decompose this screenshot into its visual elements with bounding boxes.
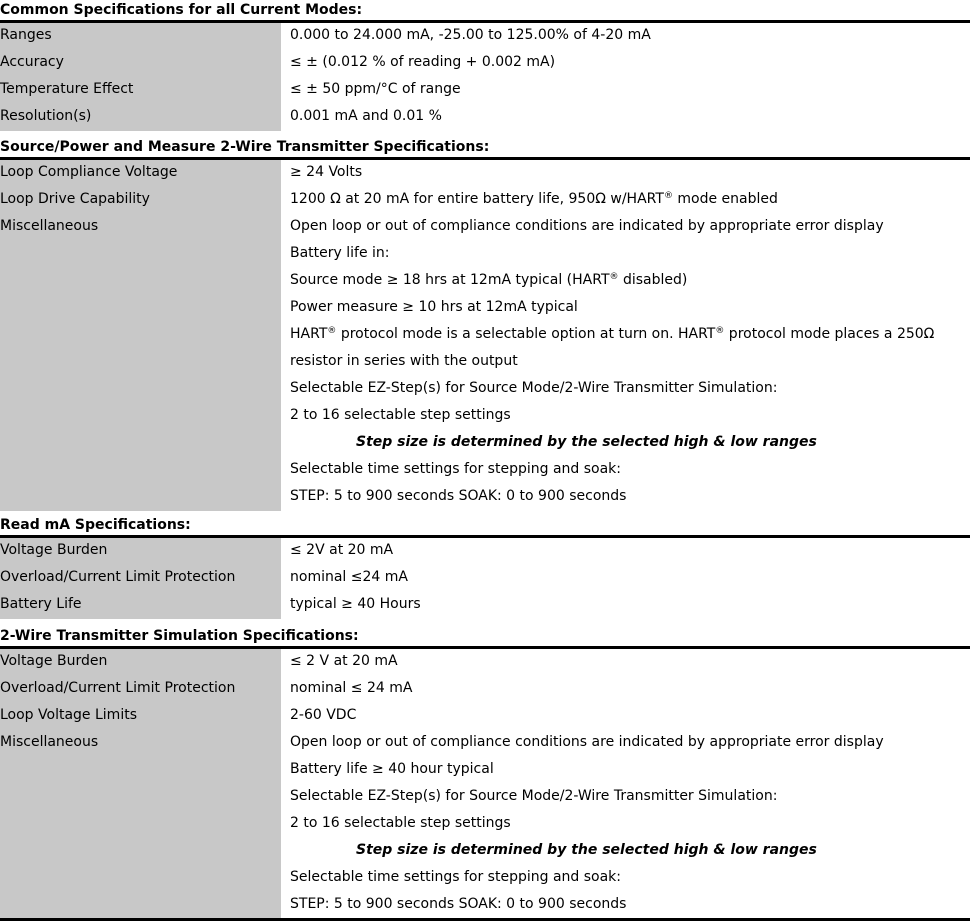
spec-label: Loop Compliance Voltage [0, 164, 178, 180]
spec-value: ≥ 24 Volts [290, 164, 363, 180]
spec-value: resistor in series with the output [290, 353, 518, 369]
spec-value: typical ≥ 40 Hours [290, 596, 421, 612]
spec-value: Open loop or out of compliance conditions are indicated by appropriate error display [290, 218, 884, 234]
spec-label: Ranges [0, 27, 52, 43]
spec-value: Selectable EZ-Step(s) for Source Mode/2-Wire Transmitter Simulation: [290, 788, 778, 804]
spec-value: ≤ ± (0.012 % of reading + 0.002 mA) [290, 54, 556, 70]
spec-value: Selectable time settings for stepping and soak: [290, 461, 621, 477]
spec-value: 0.000 to 24.000 mA, -25.00 to 125.00% of 4-20 mA [290, 27, 651, 43]
section-title: Common Specifications for all Current Modes: [0, 2, 363, 18]
spec-label: Loop Drive Capability [0, 191, 150, 207]
spec-label: Accuracy [0, 54, 64, 70]
spec-note: Step size is determined by the selected high & low ranges [356, 434, 817, 450]
spec-value: ≤ ± 50 ppm/°C of range [290, 81, 461, 97]
spec-value: ≤ 2V at 20 mA [290, 542, 394, 558]
spec-value: Battery life ≥ 40 hour typical [290, 761, 494, 777]
spec-value: nominal ≤ 24 mA [290, 680, 413, 696]
spec-value: Source mode ≥ 18 hrs at 12mA typical (HART® disabled) [290, 272, 688, 288]
section-title: Read mA Specifications: [0, 517, 191, 533]
spec-label: Voltage Burden [0, 542, 108, 558]
section-title: Source/Power and Measure 2-Wire Transmitter Specifications: [0, 139, 490, 155]
section-table [0, 649, 970, 919]
spec-value: 1200 Ω at 20 mA for entire battery life, 950Ω w/HART® mode enabled [290, 191, 778, 207]
spec-value: 2-60 VDC [290, 707, 357, 723]
spec-value: Power measure ≥ 10 hrs at 12mA typical [290, 299, 578, 315]
spec-label: Resolution(s) [0, 108, 92, 124]
spec-value: Selectable EZ-Step(s) for Source Mode/2-Wire Transmitter Simulation: [290, 380, 778, 396]
spec-value: 0.001 mA and 0.01 % [290, 108, 442, 124]
bottom-divider [0, 918, 970, 921]
spec-value: HART® protocol mode is a selectable option at turn on. HART® protocol mode places a 250Ω [290, 326, 935, 342]
spec-label: Overload/Current Limit Protection [0, 680, 236, 696]
spec-label: Voltage Burden [0, 653, 108, 669]
spec-value: STEP: 5 to 900 seconds SOAK: 0 to 900 seconds [290, 896, 627, 912]
spec-value: Battery life in: [290, 245, 390, 261]
spec-value: 2 to 16 selectable step settings [290, 407, 511, 423]
spec-value: ≤ 2 V at 20 mA [290, 653, 398, 669]
section-title: 2-Wire Transmitter Simulation Specifications: [0, 628, 359, 644]
spec-note: Step size is determined by the selected high & low ranges [356, 842, 817, 858]
spec-label: Battery Life [0, 596, 82, 612]
spec-label: Temperature Effect [0, 81, 134, 97]
section-table [0, 23, 970, 131]
spec-label: Miscellaneous [0, 218, 99, 234]
spec-value: 2 to 16 selectable step settings [290, 815, 511, 831]
spec-value: STEP: 5 to 900 seconds SOAK: 0 to 900 seconds [290, 488, 627, 504]
section-table [0, 160, 970, 511]
spec-value: Open loop or out of compliance conditions are indicated by appropriate error display [290, 734, 884, 750]
spec-label: Miscellaneous [0, 734, 99, 750]
spec-value: Selectable time settings for stepping and soak: [290, 869, 621, 885]
spec-label: Overload/Current Limit Protection [0, 569, 236, 585]
spec-label: Loop Voltage Limits [0, 707, 137, 723]
section-table [0, 538, 970, 619]
spec-value: nominal ≤24 mA [290, 569, 408, 585]
